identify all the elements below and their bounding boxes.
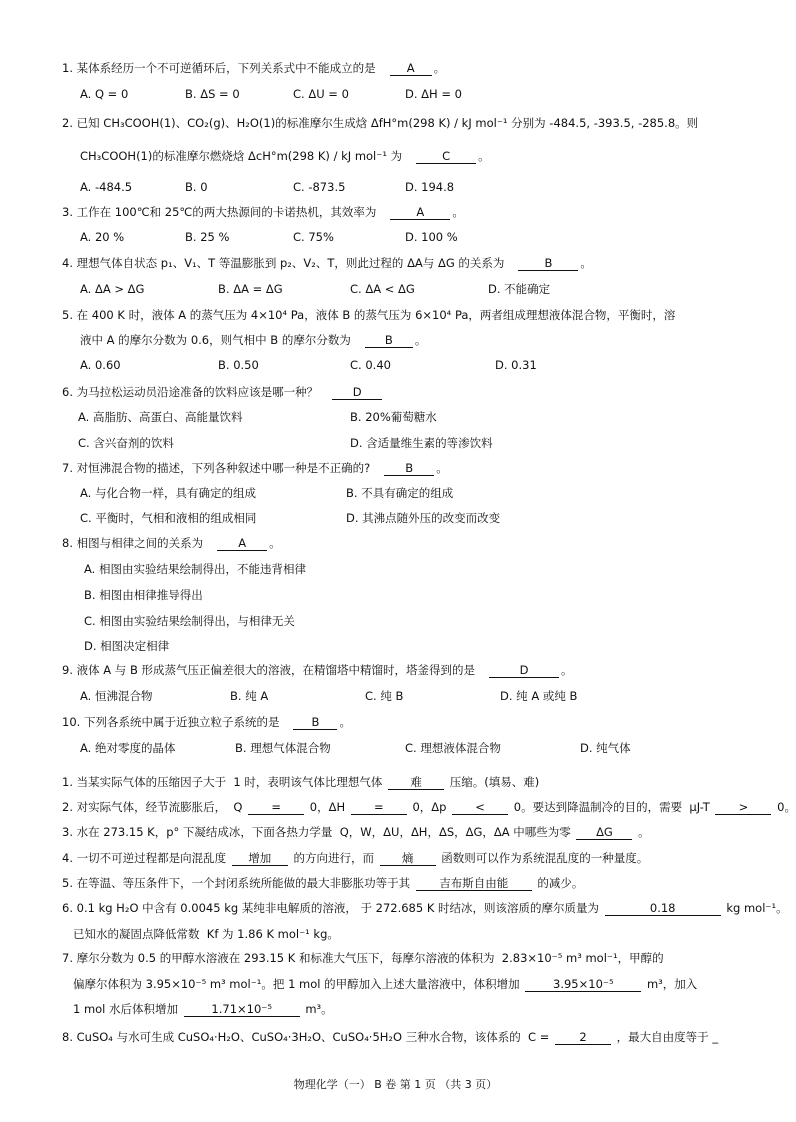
answer-blank: 难 — [388, 776, 444, 790]
option-b: B. 相图由相律推导得出 — [84, 588, 203, 602]
option-c: C. ΔU = 0 — [293, 87, 349, 101]
question-text — [62, 307, 675, 323]
fill-text: 4. 一切不可逆过程都是向混乱度 — [62, 851, 230, 865]
option-d: D. 相图决定相律 — [84, 639, 170, 653]
fill-in-line — [62, 774, 539, 790]
option-d: D. ΔH = 0 — [405, 87, 462, 101]
question-text — [62, 115, 698, 131]
answer-blank: A — [390, 206, 450, 220]
option-d: D. 100 % — [405, 230, 458, 244]
fill-text: 偏摩尔体积为 3.95×10⁻⁵ m³ mol⁻¹。把 1 mol 的甲醇加入上述大量溶液中，体积增加 — [62, 977, 524, 991]
answer-blank: A — [217, 537, 267, 551]
option-b: B. 0 — [185, 180, 208, 194]
fill-text: 已知水的凝固点降低常数 Kf 为 1.86 K mol⁻¹ kg。 — [62, 927, 339, 941]
option-d: D. 纯 A 或纯 B — [500, 689, 578, 703]
punctuation: 。 — [452, 205, 464, 219]
option-b: B. 不具有确定的组成 — [346, 486, 454, 500]
question-text — [62, 204, 464, 220]
option-a: A. 恒沸混合物 — [80, 689, 153, 703]
option-c: C. 0.40 — [350, 358, 391, 372]
question-text — [62, 460, 448, 476]
question-text — [62, 60, 445, 76]
question-stem: CH₃COOH(1)的标准摩尔燃烧焓 ΔcH°m(298 K) / kJ mol⁻¹ 为 — [80, 149, 403, 163]
option-b: B. 纯 A — [230, 689, 269, 703]
fill-text: 函数则可以作为系统混乱度的一种量度。 — [437, 851, 649, 865]
answer-blank: B — [293, 716, 337, 730]
question-stem: 2. 已知 CH₃COOH(1)、CO₂(g)、H₂O(1)的标准摩尔生成焓 ΔfH°m(298 K) / kJ mol⁻¹ 分别为 -484.5, -393.5, -285.8。则 — [62, 116, 699, 130]
option-d: D. 其沸点随外压的改变而改变 — [346, 511, 501, 525]
question-stem: 4. 理想气体自状态 p₁、V₁、T 等温膨胀到 p₂、V₂、T，则此过程的 ΔA与 ΔG 的关系为 — [62, 256, 505, 270]
answer-blank: D — [332, 386, 382, 400]
option-d: D. 纯气体 — [580, 741, 631, 755]
answer-blank: 熵 — [380, 852, 436, 866]
page-footer: 物理化学（一） B 卷 第 1 页 （共 3 页） — [293, 1078, 498, 1091]
option-b: B. 20%葡萄糖水 — [350, 410, 437, 424]
answer-blank: D — [489, 664, 559, 678]
question-text — [62, 535, 281, 551]
option-c: C. 含兴奋剂的饮料 — [78, 436, 174, 450]
option-d: D. 含适量维生素的等渗饮料 — [350, 436, 493, 450]
option-b: B. 25 % — [185, 230, 230, 244]
question-text — [62, 662, 573, 678]
punctuation: 。 — [436, 461, 448, 475]
fill-text: 5. 在等温、等压条件下，一个封闭系统所能做的最大非膨胀功等于其 — [62, 876, 414, 890]
punctuation: 。 — [414, 333, 427, 347]
fill-text: m³，加入 — [643, 977, 698, 991]
fill-text: 2. 对实际气体，经节流膨胀后， Q — [62, 800, 247, 814]
answer-blank: 吉布斯自由能 — [416, 877, 532, 891]
option-c: C. ΔA < ΔG — [350, 282, 415, 296]
question-stem: 3. 工作在 100℃和 25℃的两大热源间的卡诺热机，其效率为 — [62, 205, 377, 219]
option-a: A. -484.5 — [80, 180, 133, 194]
fill-text: ，最大自由度等于 _ — [613, 1030, 719, 1044]
answer-blank: ΔG — [576, 826, 632, 840]
option-c: C. 纯 B — [365, 689, 404, 703]
answer-blank: 增加 — [232, 852, 288, 866]
fill-in-line — [62, 976, 697, 992]
answer-blank: < — [452, 801, 508, 815]
punctuation: 。 — [478, 149, 490, 163]
answer-blank: 0.18 — [605, 902, 721, 916]
option-c: C. 理想液体混合物 — [405, 741, 501, 755]
fill-text: m³。 — [301, 1002, 333, 1016]
option-c: C. 平衡时，气相和液相的组成相同 — [80, 511, 257, 525]
answer-blank: B — [518, 257, 578, 271]
fill-in-line — [62, 824, 650, 840]
question-text — [62, 384, 384, 400]
fill-text: 3. 水在 273.15 K，p° 下凝结成冰，下面各热力学量 Q，W，ΔU，ΔH，ΔS，ΔG，ΔA 中哪些为零 — [62, 825, 575, 839]
answer-blank: = — [351, 801, 407, 815]
fill-text: 6. 0.1 kg H₂O 中含有 0.0045 kg 某纯非电解质的溶液， 于 272.685 K 时结冰，则该溶质的摩尔质量为 — [62, 901, 603, 915]
fill-in-line — [62, 875, 583, 891]
question-stem: 液中 A 的摩尔分数为 0.6，则气相中 B 的摩尔分数为 — [80, 333, 351, 347]
fill-text: 8. CuSO₄ 与水可生成 CuSO₄·H₂O、CuSO₄·3H₂O、CuSO₄·5H₂O 三种水合物，该体系的 C = — [62, 1030, 554, 1044]
option-a: A. 20 % — [80, 230, 125, 244]
option-d: D. 不能确定 — [488, 282, 551, 296]
question-stem: 6. 为马拉松运动员沿途准备的饮料应该是哪一种？ — [62, 385, 319, 399]
option-a: A. Q = 0 — [80, 87, 129, 101]
question-stem: 1. 某体系经历一个不可逆循环后，下列关系式中不能成立的是 — [62, 61, 376, 75]
option-b: B. ΔA = ΔG — [218, 282, 283, 296]
fill-text: 0。 — [773, 800, 796, 814]
punctuation: 。 — [561, 663, 573, 677]
fill-text: kg mol⁻¹。 — [722, 901, 788, 915]
option-b: B. ΔS = 0 — [185, 87, 240, 101]
answer-blank: B — [365, 334, 413, 348]
option-a: A. 相图由实验结果绘制得出，不能违背相律 — [84, 562, 306, 576]
option-b: B. 理想气体混合物 — [235, 741, 331, 755]
option-c: C. 75% — [293, 230, 334, 244]
answer-blank: 1.71×10⁻⁵ — [184, 1003, 300, 1017]
fill-text: 0。要达到降温制冷的目的，需要 μJ-T — [510, 800, 714, 814]
fill-in-line — [62, 926, 339, 942]
fill-text: 1 mol 水后体积增加 — [62, 1002, 182, 1016]
fill-text: 的减少。 — [533, 876, 584, 890]
punctuation: 。 — [269, 536, 281, 550]
punctuation: 。 — [433, 61, 446, 75]
question-stem: 10. 下列各系统中属于近独立粒子系统的是 — [62, 715, 280, 729]
question-text — [80, 332, 426, 348]
question-text — [80, 148, 490, 164]
fill-in-line — [62, 850, 648, 866]
fill-in-line — [62, 799, 796, 815]
fill-in-line — [62, 1001, 333, 1017]
answer-blank: A — [390, 62, 432, 76]
option-a: A. 与化合物一样，具有确定的组成 — [80, 486, 256, 500]
fill-text: 。 — [634, 825, 650, 839]
fill-text: 的方向进行，而 — [289, 851, 378, 865]
answer-blank: C — [416, 150, 476, 164]
question-stem: 7. 对恒沸混合物的描述，下列各种叙述中哪一种是不正确的? — [62, 461, 371, 475]
punctuation: 。 — [580, 256, 592, 270]
option-a: A. 绝对零度的晶体 — [80, 741, 176, 755]
answer-blank: 2 — [555, 1031, 611, 1045]
fill-in-line — [62, 950, 664, 966]
question-stem: 5. 在 400 K 时，液体 A 的蒸气压为 4×10⁴ Pa，液体 B 的蒸气压为 6×10⁴ Pa，两者组成理想液体混合物，平衡时，溶 — [62, 308, 676, 322]
answer-blank: 3.95×10⁻⁵ — [525, 978, 641, 992]
question-stem: 9. 液体 A 与 B 形成蒸气压正偏差很大的溶液，在精馏塔中精馏时，塔釜得到的是 — [62, 663, 476, 677]
fill-text: 压缩。(填易、难) — [446, 775, 540, 789]
fill-in-line — [62, 900, 788, 916]
option-a: A. 高脂肪、高蛋白、高能量饮料 — [78, 410, 243, 424]
fill-in-line — [62, 1029, 718, 1045]
question-stem: 8. 相图与相律之间的关系为 — [62, 536, 204, 550]
question-text — [62, 255, 592, 271]
option-c: C. -873.5 — [293, 180, 346, 194]
option-a: A. ΔA > ΔG — [80, 282, 145, 296]
fill-text: 0，ΔH — [306, 800, 349, 814]
option-a: A. 0.60 — [80, 358, 121, 372]
option-d: D. 194.8 — [405, 180, 455, 194]
answer-blank: = — [248, 801, 304, 815]
option-d: D. 0.31 — [495, 358, 537, 372]
fill-text: 1. 当某实际气体的压缩因子大于 1 时，表明该气体比理想气体 — [62, 775, 387, 789]
fill-text: 0，Δp — [408, 800, 451, 814]
option-b: B. 0.50 — [218, 358, 259, 372]
punctuation: 。 — [339, 715, 351, 729]
fill-text: 7. 摩尔分数为 0.5 的甲醇水溶液在 293.15 K 和标准大气压下，每摩尔溶液的体积为 2.83×10⁻⁵ m³ mol⁻¹，甲醇的 — [62, 951, 664, 965]
question-text — [62, 714, 351, 730]
option-c: C. 相图由实验结果绘制得出，与相律无关 — [84, 614, 295, 628]
answer-blank: B — [384, 462, 434, 476]
answer-blank: > — [715, 801, 771, 815]
